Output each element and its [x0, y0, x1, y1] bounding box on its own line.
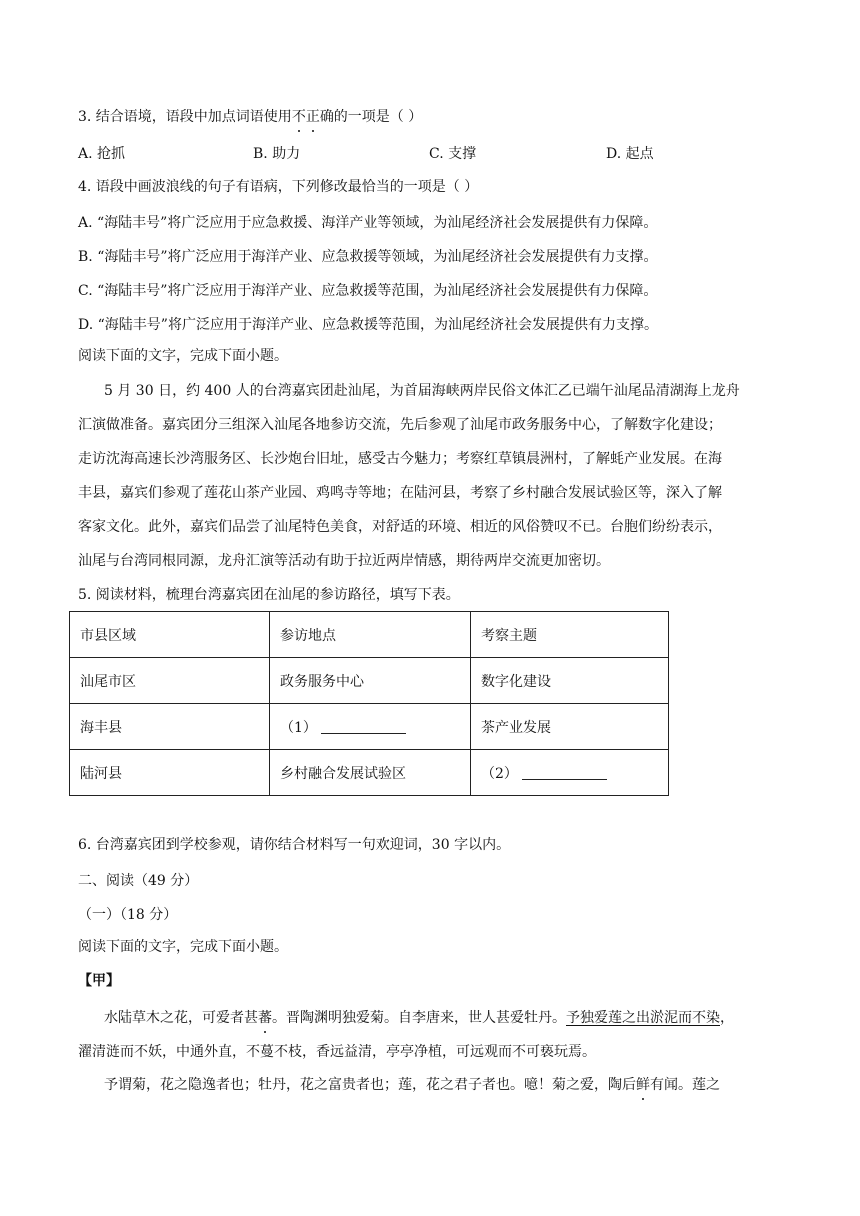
- q4-option-a: A. “海陆丰号”将广泛应用于应急救援、海洋产业等领域，为汕尾经济社会发展提供有力保障。: [78, 215, 658, 231]
- question-3-text-end: 确的一项是（ ）: [319, 109, 423, 125]
- passage-line: 丰县，嘉宾们参观了莲花山茶产业园、鸡鸣寺等地；在陆河县，考察了乡村融合发展试验区等，深入了解: [78, 485, 722, 501]
- table-header: 市县区域: [70, 612, 270, 658]
- passage-line: 汇演做准备。嘉宾团分三组深入汕尾各地参访交流，先后参观了汕尾市政务服务中心，了解数字化建设；: [78, 417, 722, 433]
- passage-line: 客家文化。此外，嘉宾们品尝了汕尾特色美食，对舒适的环境、相近的风俗赞叹不已。台胞们纷纷表示，: [78, 519, 722, 535]
- question-4-stem: 4. 语段中画波浪线的句子有语病，下列修改最恰当的一项是（ ）: [78, 179, 479, 195]
- q3-option-d: D. 起点: [606, 146, 654, 162]
- dotted-char: 不: [291, 109, 306, 125]
- classical-text-line: [104, 1008, 734, 1028]
- passage-line: 汕尾与台湾同根同源，龙舟汇演等活动有助于拉近两岸情感，期待两岸交流更加密切。: [78, 553, 610, 569]
- answer-blank: [522, 765, 607, 780]
- table-row: [70, 750, 669, 796]
- text-segment: 。晋陶渊明独爱菊。自李唐来，世人甚爱牡丹。: [272, 1010, 566, 1026]
- part-heading: （一）（18 分）: [78, 907, 178, 923]
- classical-text-line: [104, 1075, 720, 1095]
- reading-instruction: 阅读下面的文字，完成下面小题。: [78, 348, 288, 364]
- passage-line: 5 月 30 日，约 400 人的台湾嘉宾团赴汕尾，为首届海峡两岸民俗文体汇乙已端午汕尾品清湖海上龙舟: [104, 383, 740, 399]
- question-6-stem: 6. 台湾嘉宾团到学校参观，请你结合材料写一句欢迎词，30 字以内。: [78, 837, 511, 853]
- dotted-char: 鲜: [636, 1077, 650, 1093]
- text-segment: 予谓菊，花之隐逸者也；牡丹，花之富贵者也；莲，花之君子者也。噫！菊之爱，陶后: [104, 1077, 636, 1093]
- q3-option-c: C. 支撑: [429, 146, 477, 162]
- question-3-text: 3. 结合语境，语段中加点词语使用: [78, 109, 292, 125]
- q4-option-d: D. “海陆丰号”将广泛应用于海洋产业、应急救援等范围，为汕尾经济社会发展提供有力支撑。: [78, 317, 658, 333]
- table-cell: 汕尾市区: [70, 658, 270, 704]
- classical-text-line: 濯清涟而不妖，中通外直，不蔓不枝，香远益清，亭亭净植，可远观而不可亵玩焉。: [78, 1044, 596, 1060]
- table-cell-blank-2: [471, 750, 669, 796]
- table-row: [70, 704, 669, 750]
- answer-blank: [321, 719, 406, 734]
- route-table: [69, 611, 669, 796]
- q3-option-a: A. 抢抓: [78, 146, 126, 162]
- table-cell-blank-1: [270, 704, 471, 750]
- text-segment: 水陆草木之花，可爱者甚: [104, 1010, 258, 1026]
- question-5-stem: 5. 阅读材料，梳理台湾嘉宾团在汕尾的参访路径，填写下表。: [78, 587, 460, 603]
- question-3-stem: [78, 107, 422, 127]
- table-header-row: [70, 612, 669, 658]
- text-segment: 有闻。莲之: [650, 1077, 720, 1093]
- table-cell: 政务服务中心: [270, 658, 471, 704]
- table-cell: 陆河县: [70, 750, 270, 796]
- reading-instruction: 阅读下面的文字，完成下面小题。: [78, 939, 288, 955]
- q4-option-c: C. “海陆丰号”将广泛应用于海洋产业、应急救援等范围，为汕尾经济社会发展提供有力保障。: [78, 283, 658, 299]
- blank-label: （1）: [280, 719, 317, 736]
- table-header: 参访地点: [270, 612, 471, 658]
- table-cell: 茶产业发展: [471, 704, 669, 750]
- table-cell: 乡村融合发展试验区: [270, 750, 471, 796]
- dotted-char: 蕃: [258, 1010, 272, 1026]
- section-heading: 二、阅读（49 分）: [78, 873, 199, 889]
- dotted-char: 正: [305, 109, 320, 125]
- table-row: [70, 658, 669, 704]
- table-cell: 海丰县: [70, 704, 270, 750]
- passage-line: 走访沈海高速长沙湾服务区、长沙炮台旧址，感受古今魅力；考察红草镇晨洲村，了解蚝产业发展。在海: [78, 451, 722, 467]
- underlined-sentence: 予独爱莲之出淤泥而不染: [566, 1010, 720, 1026]
- q3-option-b: B. 助力: [253, 146, 301, 162]
- table-cell: 数字化建设: [471, 658, 669, 704]
- table-header: 考察主题: [471, 612, 669, 658]
- text-segment: ，: [720, 1010, 734, 1026]
- blank-label: （2）: [481, 765, 518, 782]
- q4-option-b: B. “海陆丰号”将广泛应用于海洋产业、应急救援等领域，为汕尾经济社会发展提供有力支撑。: [78, 249, 658, 265]
- passage-label: 【甲】: [78, 973, 120, 989]
